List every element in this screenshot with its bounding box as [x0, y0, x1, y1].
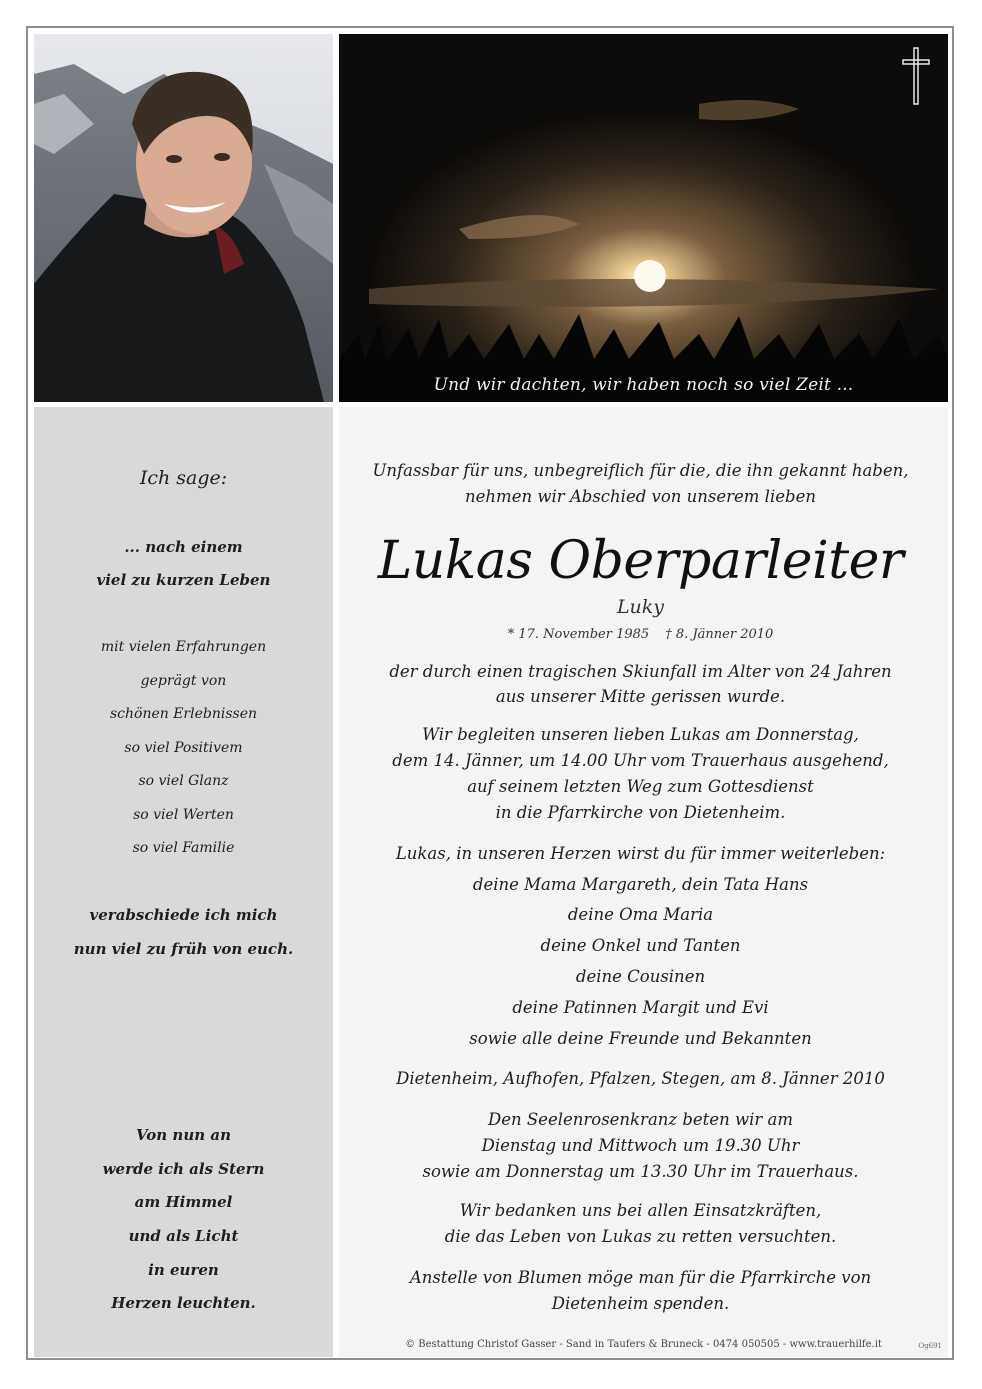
- mourner-line: sowie alle deine Freunde und Bekannten: [469, 1029, 812, 1048]
- death-date: † 8. Jänner 2010: [665, 627, 774, 642]
- funeral-line: in die Pfarrkirche von Dietenheim.: [495, 803, 786, 822]
- obituary-text: [339, 407, 948, 1357]
- rosary-line: sowie am Donnerstag um 13.30 Uhr im Trauerhaus.: [422, 1162, 859, 1181]
- intro-line: Unfassbar für uns, unbegreiflich für die, die ihn gekannt haben,: [372, 461, 909, 480]
- poem-line: am Himmel: [134, 1193, 233, 1211]
- deceased-name: Lukas Oberparleiter: [377, 531, 904, 591]
- poem-line: viel zu kurzen Leben: [96, 571, 271, 589]
- cause-line: aus unserer Mitte gerissen wurde.: [495, 687, 786, 706]
- cause-line: der durch einen tragischen Skiunfall im Alter von 24 Jahren: [389, 662, 892, 681]
- poem-line: Herzen leuchten.: [111, 1294, 256, 1312]
- mourner-line: deine Cousinen: [575, 967, 706, 986]
- poem-line: ... nach einem: [124, 538, 243, 556]
- donation-line: Anstelle von Blumen möge man für die Pfarrkirche von: [409, 1268, 872, 1287]
- poem-line: so viel Glanz: [138, 773, 229, 789]
- place-date: Dietenheim, Aufhofen, Pfalzen, Stegen, am 8. Jänner 2010: [396, 1069, 885, 1088]
- funeral-line: dem 14. Jänner, um 14.00 Uhr vom Trauerhaus ausgehend,: [392, 751, 889, 770]
- poem-line: werde ich als Stern: [102, 1160, 265, 1178]
- cross-icon: [901, 46, 931, 106]
- rosary-line: Den Seelenrosenkranz beten wir am: [488, 1110, 793, 1129]
- thanks-line: Wir bedanken uns bei allen Einsatzkräften,: [459, 1201, 822, 1220]
- undertaker-footer: © Bestattung Christof Gasser - Sand in Taufers & Bruneck - 0474 050505 - www.trauerhilfe.it: [405, 1339, 882, 1350]
- nickname: Luky: [616, 596, 665, 618]
- poem-line: schönen Erlebnissen: [109, 706, 258, 722]
- mourner-line: deine Mama Margareth, dein Tata Hans: [472, 875, 809, 894]
- poem-line: in euren: [148, 1261, 219, 1279]
- intro-line: nehmen wir Abschied von unserem lieben: [465, 487, 816, 506]
- sidebar-poem: [34, 407, 333, 1357]
- birth-date: * 17. November 1985: [507, 627, 650, 642]
- mourner-line: deine Onkel und Tanten: [540, 936, 741, 955]
- poem-line: geprägt von: [140, 673, 227, 689]
- poem-line: mit vielen Erfahrungen: [100, 639, 267, 655]
- poem-line: so viel Familie: [132, 840, 235, 856]
- mourner-line: Lukas, in unseren Herzen wirst du für immer weiterleben:: [395, 844, 886, 863]
- funeral-line: auf seinem letzten Weg zum Gottesdienst: [467, 777, 814, 796]
- poem-line: nun viel zu früh von euch.: [73, 940, 294, 958]
- motto-caption: Und wir dachten, wir haben noch so viel Zeit ...: [339, 368, 948, 402]
- portrait-photo: [34, 34, 333, 402]
- poem-line: Von nun an: [136, 1126, 231, 1144]
- life-dates: [339, 627, 942, 642]
- mourner-line: deine Oma Maria: [567, 905, 714, 924]
- donation-line: Dietenheim spenden.: [551, 1294, 730, 1313]
- funeral-line: Wir begleiten unseren lieben Lukas am Donnerstag,: [422, 725, 859, 744]
- poem-title: Ich sage:: [139, 467, 228, 489]
- reference-code: Og691: [918, 1342, 942, 1350]
- sunset-photo: [339, 34, 948, 402]
- poem-line: und als Licht: [128, 1227, 239, 1245]
- mourner-line: deine Patinnen Margit und Evi: [512, 998, 769, 1017]
- poem-line: so viel Positivem: [124, 740, 243, 756]
- poem-line: so viel Werten: [133, 807, 234, 823]
- poem-line: verabschiede ich mich: [89, 906, 278, 924]
- thanks-line: die das Leben von Lukas zu retten versuchten.: [444, 1227, 837, 1246]
- rosary-line: Dienstag und Mittwoch um 19.30 Uhr: [481, 1136, 800, 1155]
